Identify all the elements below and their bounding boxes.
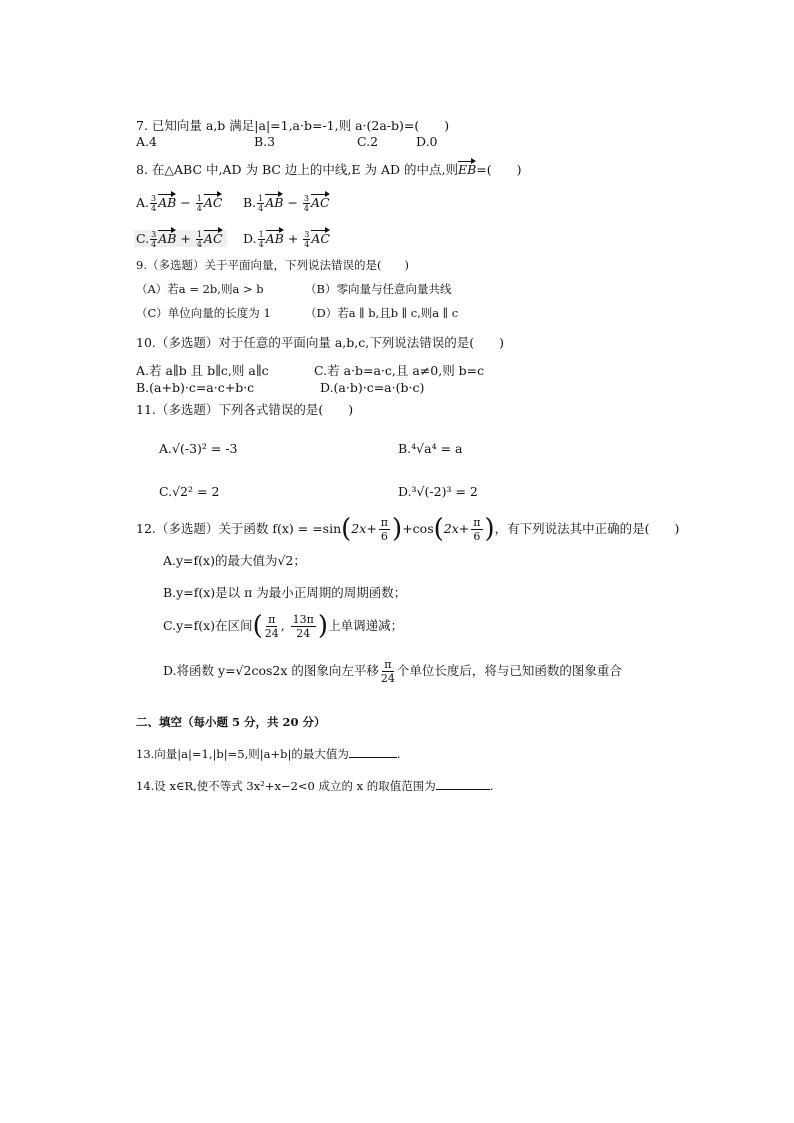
question-11-option-d: D.³√(-2)³ = 2 <box>398 484 478 499</box>
question-7-option-a: A.4 <box>136 134 157 149</box>
answer-blank[interactable] <box>349 745 397 758</box>
question-13-text: 13.向量|a|=1,|b|=5,则|a+b|的最大值为 <box>136 747 349 761</box>
question-8-option-b: B. $\frac{1}{4}$ AB − $\frac{3}{4}$ AC <box>243 194 330 213</box>
question-9-stem: 9.（多选题）关于平面向量，下列说法错误的是( ) <box>136 258 409 272</box>
question-13-suffix: . <box>396 747 401 761</box>
question-7-option-b: B.3 <box>254 134 276 149</box>
question-7-option-d: D.0 <box>416 134 438 149</box>
question-12-option-c: C.y=f(x)在区间( $\frac{\pi}{24}$ , $\frac{13\pi}{24}$ )上单调递减； <box>163 611 404 641</box>
question-14 <box>136 777 493 794</box>
question-10-option-d: D.(a·b)·c=a·(b·c) <box>320 380 425 395</box>
question-12-option-c-prefix: C.y=f(x)在区间 <box>163 618 253 634</box>
question-8-stem-prefix: 8. 在△ABC 中,AD 为 BC 边上的中线,E 为 AD 的中点,则 <box>136 162 458 177</box>
question-12-option-a: A.y=f(x)的最大值为√2； <box>163 553 306 568</box>
option-label: B. <box>243 195 257 210</box>
question-12-stem-prefix: 12.（多选题）关于函数 f(x) = =sin <box>136 521 342 537</box>
question-9-option-d: （D）若a ∥ b,且b ∥ c,则a ∥ c <box>305 306 459 320</box>
question-13 <box>136 745 400 762</box>
question-11-option-b: B.⁴√a⁴ = a <box>398 441 463 456</box>
question-12-option-c-suffix: 上单调递减； <box>328 618 404 634</box>
question-14-text: 14.设 x∈R,使不等式 3x²+x−2<0 成立的 x 的取值范围为 <box>136 779 436 793</box>
question-10-option-a: A.若 a∥b 且 b∥c,则 a∥c <box>136 363 269 378</box>
answer-blank[interactable] <box>436 777 490 790</box>
question-14-suffix: . <box>489 779 494 793</box>
question-12-option-d-prefix: D.将函数 y=√2cos2x 的图象向左平移 <box>163 663 379 678</box>
question-9-option-c: （C）单位向量的长度为 1 <box>136 306 271 320</box>
question-11-stem: 11.（多选题）下列各式错误的是( ) <box>136 402 354 417</box>
question-7-option-c: C.2 <box>357 134 379 149</box>
question-9-option-b: （B）零向量与任意向量共线 <box>305 282 452 296</box>
question-12-option-d: D.将函数 y=√2cos2x 的图象向左平移 $\frac{\pi}{24}$ 个单位长度后，将与已知函数的图象重合 <box>163 658 622 685</box>
question-12-stem: 12.（多选题）关于函数 f(x) = =sin(2x+ $\frac{\pi}{6}$ )+cos(2x+ $\frac{\pi}{6}$ )，有下列说法其中正确的是( ) <box>136 514 680 544</box>
question-10-stem: 10.（多选题）对于任意的平面向量 a,b,c,下列说法错误的是( ) <box>136 335 504 350</box>
question-10-option-b: B.(a+b)·c=a·c+b·c <box>136 380 255 395</box>
question-11-option-a: A.√(-3)² = -3 <box>159 441 238 456</box>
question-8-option-d: D. $\frac{1}{4}$ AB + $\frac{3}{4}$ AC <box>243 230 330 249</box>
option-label: A. <box>136 195 150 210</box>
question-8-option-a: A. $\frac{3}{4}$ AB − $\frac{1}{4}$ AC <box>136 194 223 213</box>
question-12-option-d-suffix: 个单位长度后，将与已知函数的图象重合 <box>396 663 622 678</box>
option-label: D. <box>243 231 257 246</box>
question-12-stem-suffix: ，有下列说法其中正确的是( ) <box>494 521 680 537</box>
question-8-stem-suffix: =( ) <box>476 162 522 177</box>
question-8-stem <box>136 162 522 177</box>
vector-eb: EB <box>457 162 477 177</box>
question-7-stem: 7. 已知向量 a,b 满足|a|=1,a·b=-1,则 a·(2a-b)=( ) <box>136 118 450 133</box>
option-label: C. <box>136 231 150 246</box>
question-10-option-c: C.若 a·b=a·c,且 a≠0,则 b=c <box>314 363 485 378</box>
question-12-stem-mid: +cos <box>402 521 434 537</box>
question-11-option-c: C.√2² = 2 <box>159 484 220 499</box>
question-12-option-b: B.y=f(x)是以 π 为最小正周期的周期函数； <box>163 585 407 600</box>
section-2-heading: 二、填空（每小题 5 分，共 20 分） <box>136 715 326 729</box>
question-8-option-c: C. $\frac{3}{4}$ AB + $\frac{1}{4}$ AC <box>136 230 227 249</box>
question-9-option-a: （A）若a = 2b,则a > b <box>136 282 264 296</box>
